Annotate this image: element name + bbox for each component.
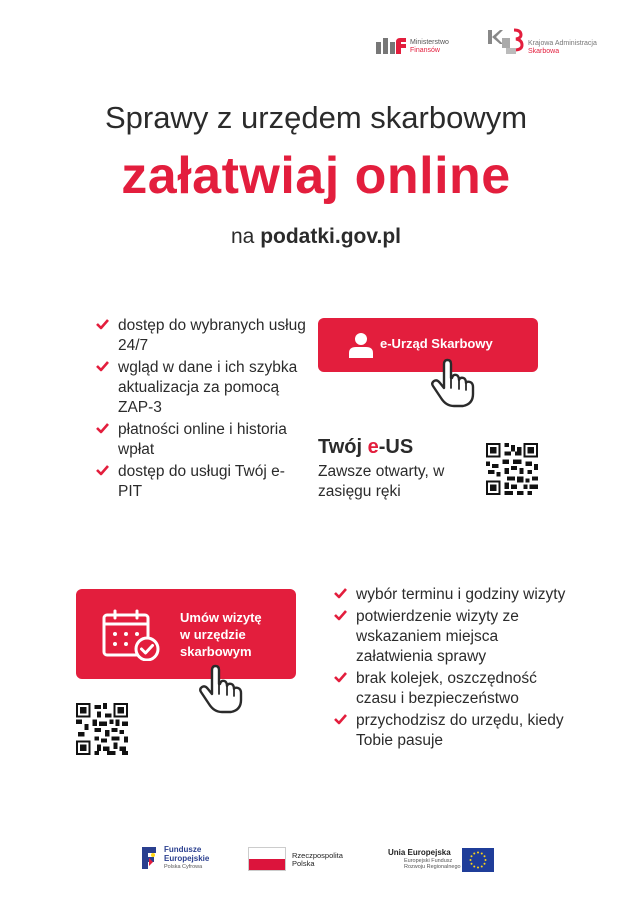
user-icon [348, 332, 374, 358]
mf-logo-mark [376, 38, 406, 54]
umow-wizyte-label: Umów wizytę w urzędzie skarbowym [180, 610, 262, 659]
rzeczpospolita-polska-logo [248, 845, 358, 875]
check-icon [96, 361, 109, 372]
eus-feature-text: dostęp do usługi Twój e-PIT [118, 463, 285, 500]
eus-title-part2: -US [378, 436, 414, 458]
check-icon [96, 465, 109, 476]
eus-feature-text: wgląd w dane i ich szybka aktualizacja za pomocą ZAP-3 [118, 359, 298, 416]
check-icon [334, 588, 347, 599]
kas-logo-line2: Skarbowa [528, 48, 560, 55]
check-icon [334, 714, 347, 725]
visit-feature-text: potwierdzenie wizyty ze wskazaniem miejsca załatwienia sprawy [356, 608, 519, 665]
list-item [334, 669, 574, 709]
e-urzad-skarbowy-label: e-Urząd Skarbowy [380, 336, 493, 351]
eus-feature-text: dostęp do wybranych usług 24/7 [118, 317, 306, 354]
pointing-hand-icon [196, 664, 244, 714]
eus-title-e: e [367, 436, 379, 458]
kas-logo-mark [488, 28, 524, 56]
list-item [334, 711, 574, 751]
list-item [96, 462, 306, 502]
rp-logo-line2: Polska [292, 859, 315, 868]
calendar-check-icon [102, 609, 160, 661]
check-icon [96, 423, 109, 434]
list-item [96, 316, 306, 356]
list-item [334, 607, 574, 667]
check-icon [96, 319, 109, 330]
ue-logo-line1: Unia Europejska [388, 848, 451, 857]
visit-feature-list [334, 585, 574, 753]
ministerstwo-finansow-logo [376, 34, 456, 58]
eus-promo-subtitle: Zawsze otwarty, w zasięgu ręki [318, 463, 445, 500]
ue-logo-line3: Rozwoju Regionalnego [404, 864, 461, 870]
visit-feature-text: przychodzisz do urzędu, kiedy Tobie pasuje [356, 712, 564, 749]
site-line [0, 225, 632, 249]
eus-feature-list [96, 316, 306, 504]
eus-title-part1: Twój [318, 436, 368, 458]
kas-logo [488, 28, 618, 58]
visit-feature-text: wybór terminu i godziny wizyty [356, 586, 566, 603]
list-item [96, 420, 306, 460]
unia-europejska-logo [388, 846, 496, 876]
eus-promo-title [318, 436, 413, 459]
rp-logo-line1: Rzeczpospolita [292, 851, 343, 860]
headline: Sprawy z urzędem skarbowym [104, 100, 528, 135]
list-item [334, 585, 574, 605]
qr-code-icon[interactable] [486, 443, 538, 495]
fundusze-europejskie-logo [140, 843, 230, 875]
hero-title: załatwiaj online [121, 147, 511, 205]
fe-logo-line2: Europejskie [164, 854, 210, 863]
eu-flag-icon [462, 848, 494, 872]
visit-feature-text: brak kolejek, oszczędność czasu i bezpieczeństwo [356, 670, 537, 707]
ue-logo-line2: Europejski Fundusz [404, 858, 453, 864]
eus-feature-text: płatności online i historia wpłat [118, 421, 287, 458]
mf-logo-line1: Ministerstwo [410, 39, 449, 46]
umow-wizyte-button[interactable] [76, 589, 296, 679]
list-item [96, 358, 306, 418]
qr-code-icon[interactable] [76, 703, 128, 755]
kas-logo-line1: Krajowa Administracja [528, 40, 597, 47]
polish-flag-icon [248, 847, 286, 871]
site-domain: podatki.gov.pl [260, 225, 401, 248]
fe-logo-line1: Fundusze [164, 845, 202, 854]
pointing-hand-icon [428, 358, 476, 408]
fe-logo-line3: Polska Cyfrowa [164, 864, 203, 870]
check-icon [334, 672, 347, 683]
site-prefix: na [231, 225, 261, 248]
mf-logo-line2: Finansów [410, 47, 440, 54]
fe-logo-mark [140, 845, 158, 871]
check-icon [334, 610, 347, 621]
